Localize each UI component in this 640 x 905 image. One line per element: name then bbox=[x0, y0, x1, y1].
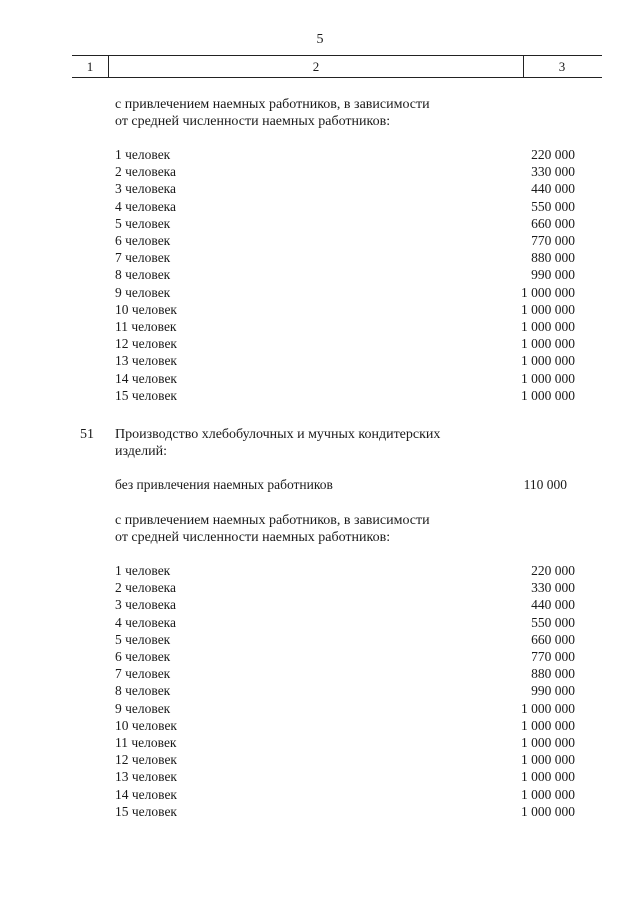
row-label: 12 человек bbox=[115, 336, 177, 352]
list-item bbox=[115, 163, 575, 180]
row-label: 8 человек bbox=[115, 267, 171, 283]
column-header-2: 2 bbox=[108, 56, 524, 77]
row-value: 550 000 bbox=[531, 198, 575, 214]
row-value: 1 000 000 bbox=[521, 752, 575, 768]
list-item bbox=[115, 700, 575, 717]
row-value: 990 000 bbox=[531, 267, 575, 283]
list-item bbox=[115, 249, 575, 266]
list-item bbox=[115, 768, 575, 785]
row-label: 2 человека bbox=[115, 580, 177, 596]
item-number: 51 bbox=[80, 427, 94, 442]
list-item bbox=[115, 786, 575, 803]
row-label: 2 человека bbox=[115, 164, 177, 180]
row-label: 4 человека bbox=[115, 614, 177, 630]
row-value: 330 000 bbox=[531, 580, 575, 596]
row-value: 770 000 bbox=[531, 649, 575, 664]
list-item bbox=[115, 614, 575, 631]
row-label: 6 человек bbox=[115, 233, 171, 248]
row-label: 14 человек bbox=[115, 370, 177, 386]
list-item bbox=[115, 370, 575, 387]
column-header-3: 3 bbox=[558, 59, 566, 74]
row-label: 12 человек bbox=[115, 752, 177, 768]
row-value: 1 000 000 bbox=[521, 284, 575, 300]
list-item bbox=[115, 803, 575, 820]
row-label: 11 человек bbox=[115, 735, 177, 750]
list-item bbox=[115, 562, 575, 579]
row-label: 9 человек bbox=[115, 284, 171, 300]
row-label: 7 человек bbox=[115, 666, 171, 682]
row-value: 1 000 000 bbox=[521, 717, 575, 733]
list-item bbox=[115, 734, 575, 751]
item51-intro-line2: от средней численности наемных работников: bbox=[115, 530, 391, 545]
list-item bbox=[115, 631, 575, 648]
list-item bbox=[115, 215, 575, 232]
row-value: 1 000 000 bbox=[521, 387, 575, 403]
row-value: 770 000 bbox=[531, 233, 575, 248]
row-label: 10 человек bbox=[115, 301, 177, 317]
page-number: 5 bbox=[316, 32, 324, 47]
row-label: 5 человек bbox=[115, 631, 171, 647]
row-value: 660 000 bbox=[531, 631, 575, 647]
row-value: 880 000 bbox=[531, 250, 575, 266]
row-label: 11 человек bbox=[115, 319, 177, 334]
item-title-line1: Производство хлебобулочных и мучных кондитерских bbox=[115, 427, 441, 442]
row-value: 440 000 bbox=[531, 597, 575, 613]
row-value: 550 000 bbox=[531, 614, 575, 630]
row-label: 3 человека bbox=[115, 597, 177, 613]
row-label: 10 человек bbox=[115, 717, 177, 733]
list-item bbox=[115, 232, 575, 249]
row-value: 660 000 bbox=[531, 215, 575, 231]
list-item bbox=[115, 180, 575, 197]
no-hired-value: 110 000 bbox=[523, 477, 567, 492]
list-item bbox=[115, 751, 575, 768]
row-value: 1 000 000 bbox=[521, 319, 575, 334]
list-item bbox=[115, 579, 575, 596]
row-value: 220 000 bbox=[531, 563, 575, 578]
row-label: 7 человек bbox=[115, 250, 171, 266]
block1-intro-line2: от средней численности наемных работников: bbox=[115, 114, 391, 129]
block1-intro-line1: с привлечением наемных работников, в зависимости bbox=[115, 97, 430, 112]
row-label: 8 человек bbox=[115, 683, 171, 699]
row-value: 1 000 000 bbox=[521, 301, 575, 317]
row-label: 5 человек bbox=[115, 215, 171, 231]
list-item bbox=[115, 596, 575, 613]
no-hired-label: без привлечения наемных работников bbox=[115, 477, 333, 492]
row-value: 1 000 000 bbox=[521, 786, 575, 802]
list-item bbox=[115, 665, 575, 682]
row-value: 1 000 000 bbox=[521, 803, 575, 819]
row-value: 1 000 000 bbox=[521, 735, 575, 750]
item-title-line2: изделий: bbox=[115, 444, 167, 459]
list-item bbox=[115, 318, 575, 335]
row-value: 1 000 000 bbox=[521, 370, 575, 386]
column-header-1: 1 bbox=[86, 59, 94, 74]
row-label: 14 человек bbox=[115, 786, 177, 802]
list-item bbox=[115, 682, 575, 699]
list-item bbox=[115, 266, 575, 283]
table-header bbox=[72, 55, 602, 78]
row-label: 6 человек bbox=[115, 649, 171, 664]
row-value: 440 000 bbox=[531, 181, 575, 197]
list-item bbox=[115, 335, 575, 352]
list-item bbox=[115, 352, 575, 369]
row-label: 13 человек bbox=[115, 769, 177, 785]
row-label: 13 человек bbox=[115, 353, 177, 369]
item51-intro-line1: с привлечением наемных работников, в зависимости bbox=[115, 513, 430, 528]
list-item bbox=[115, 146, 575, 163]
list-item bbox=[115, 387, 575, 404]
list-item bbox=[115, 717, 575, 734]
row-value: 220 000 bbox=[531, 147, 575, 162]
row-value: 990 000 bbox=[531, 683, 575, 699]
row-label: 9 человек bbox=[115, 700, 171, 716]
row-value: 1 000 000 bbox=[521, 353, 575, 369]
list-item bbox=[115, 284, 575, 301]
list-item bbox=[115, 648, 575, 665]
row-label: 1 человек bbox=[115, 563, 171, 578]
no-hired-row bbox=[115, 476, 575, 493]
row-label: 15 человек bbox=[115, 387, 177, 403]
row-value: 1 000 000 bbox=[521, 336, 575, 352]
row-value: 880 000 bbox=[531, 666, 575, 682]
list-item bbox=[115, 301, 575, 318]
row-value: 1 000 000 bbox=[521, 700, 575, 716]
row-label: 4 человека bbox=[115, 198, 177, 214]
row-label: 1 человек bbox=[115, 147, 171, 162]
row-value: 1 000 000 bbox=[521, 769, 575, 785]
row-label: 15 человек bbox=[115, 803, 177, 819]
row-label: 3 человека bbox=[115, 181, 177, 197]
row-value: 330 000 bbox=[531, 164, 575, 180]
list-item bbox=[115, 198, 575, 215]
